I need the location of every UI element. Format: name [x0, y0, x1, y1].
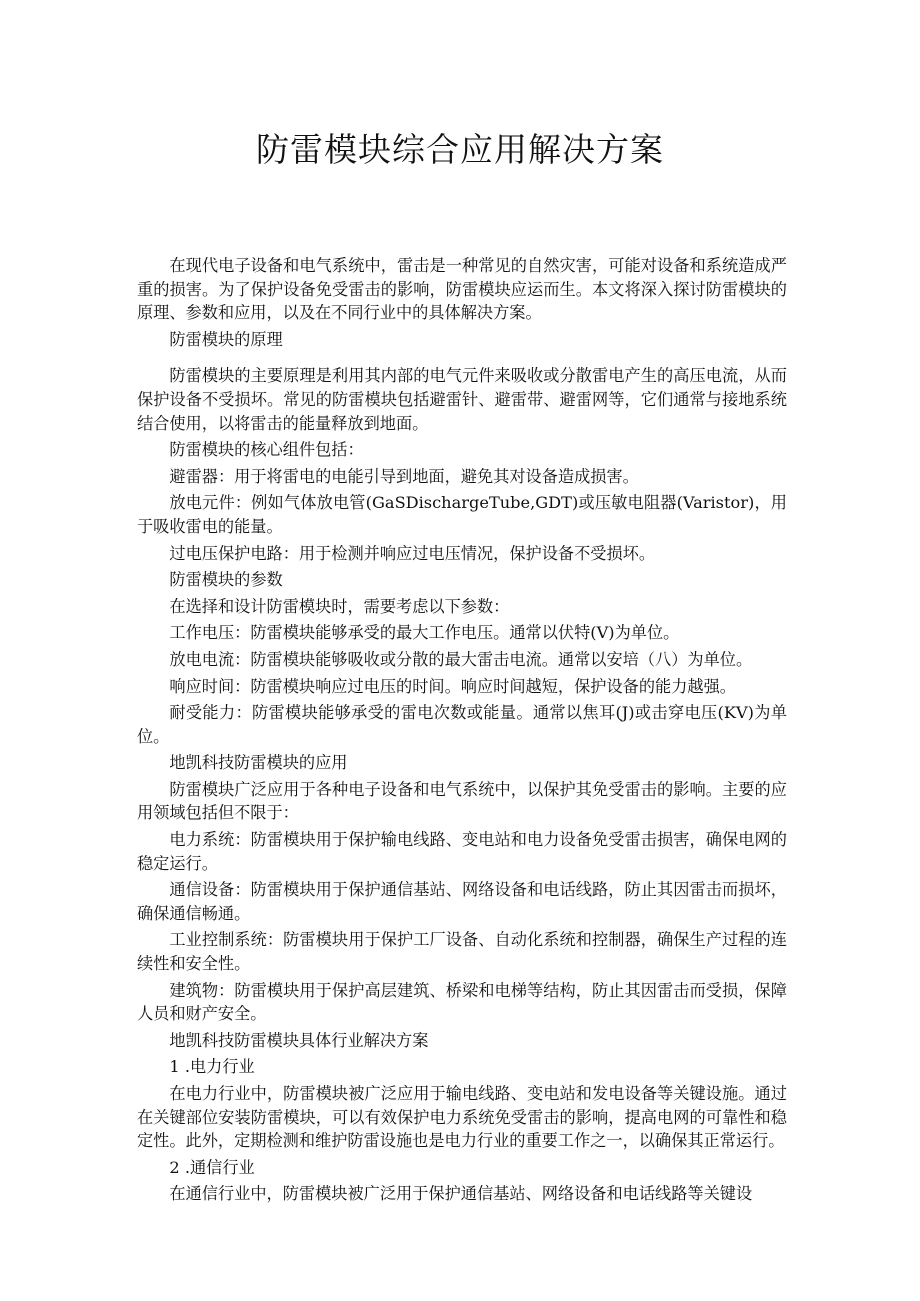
paragraph: 在通信行业中，防雷模块被广泛用于保护通信基站、网络设备和电话线路等关键设 — [169, 1184, 753, 1204]
list-item: 耐受能力：防雷模块能够承受的雷电次数或能量。通常以焦耳(J)或击穿电压(KV)为单位。 — [137, 703, 788, 746]
list-item: 通信设备：防雷模块用于保护通信基站、网络设备和电话线路，防止其因雷击而损坏，确保通信畅通。 — [137, 880, 787, 923]
section-heading-parameters: 防雷模块的参数 — [169, 570, 283, 590]
section-heading-solutions: 地凯科技防雷模块具体行业解决方案 — [169, 1030, 429, 1050]
list-item: 电力系统：防雷模块用于保护输电线路、变电站和电力设备免受雷击损害，确保电网的稳定运行。 — [137, 830, 787, 873]
paragraph: 防雷模块的主要原理是利用其内部的电气元件来吸收或分散雷电产生的高压电流，从而保护设备不受损坏。常见的防雷模块包括避雷针、避雷带、避雷网等，它们通常与接地系统结合使用，以将雷击的能量释放到地面。 — [137, 366, 787, 433]
list-item: 放电电流：防雷模块能够吸收或分散的最大雷击电流。通常以安培（八）为单位。 — [169, 649, 753, 669]
paragraph: 在选择和设计防雷模块时，需要考虑以下参数： — [169, 596, 510, 616]
list-item: 响应时间：防雷模块响应过电压的时间。响应时间越短，保护设备的能力越强。 — [169, 676, 736, 696]
list-item: 过电压保护电路：用于检测并响应过电压情况，保护设备不受损坏。 — [169, 543, 656, 563]
document-body — [137, 254, 787, 1206]
list-item: 放电元件：例如气体放电管(GaSDischargeTube,GDT)或压敏电阻器(Varistor)，用于吸收雷电的能量。 — [137, 493, 787, 536]
list-item: 建筑物：防雷模块用于保护高层建筑、桥梁和电梯等结构，防止其因雷击而受损，保障人员和财产安全。 — [137, 980, 787, 1024]
paragraph: 防雷模块广泛应用于各种电子设备和电气系统中，以保护其免受雷击的影响。主要的应用领域包括但不限于： — [137, 779, 787, 823]
section-heading-principle: 防雷模块的原理 — [169, 329, 283, 349]
paragraph: 防雷模块的核心组件包括： — [169, 440, 364, 460]
subheading-power-industry: 1 .电力行业 — [169, 1057, 255, 1077]
list-item: 工业控制系统：防雷模块用于保护工厂设备、自动化系统和控制器，确保生产过程的连续性和安全性。 — [137, 930, 787, 974]
subheading-telecom-industry: 2 .通信行业 — [169, 1157, 255, 1177]
list-item: 工作电压：防雷模块能够承受的最大工作电压。通常以伏特(V)为单位。 — [169, 623, 680, 643]
list-item: 避雷器：用于将雷电的电能引导到地面，避免其对设备造成损害。 — [169, 466, 639, 486]
section-heading-applications: 地凯科技防雷模块的应用 — [169, 753, 348, 773]
intro-paragraph: 在现代电子设备和电气系统中，雷击是一种常见的自然灾害，可能对设备和系统造成严重的损害。为了保护设备免受雷击的影响，防雷模块应运而生。本文将深入探讨防雷模块的原理、参数和应用，以及在不同行业中的具体解决方案。 — [137, 256, 787, 323]
document-title: 防雷模块综合应用解决方案 — [256, 130, 664, 169]
paragraph: 在电力行业中，防雷模块被广泛应用于输电线路、变电站和发电设备等关键设施。通过在关键部位安装防雷模块，可以有效保护电力系统免受雷击的影响，提高电网的可靠性和稳定性。此外，定期检测和维护防雷设施也是电力行业的重要工作之一，以确保其正常运行。 — [137, 1084, 787, 1151]
